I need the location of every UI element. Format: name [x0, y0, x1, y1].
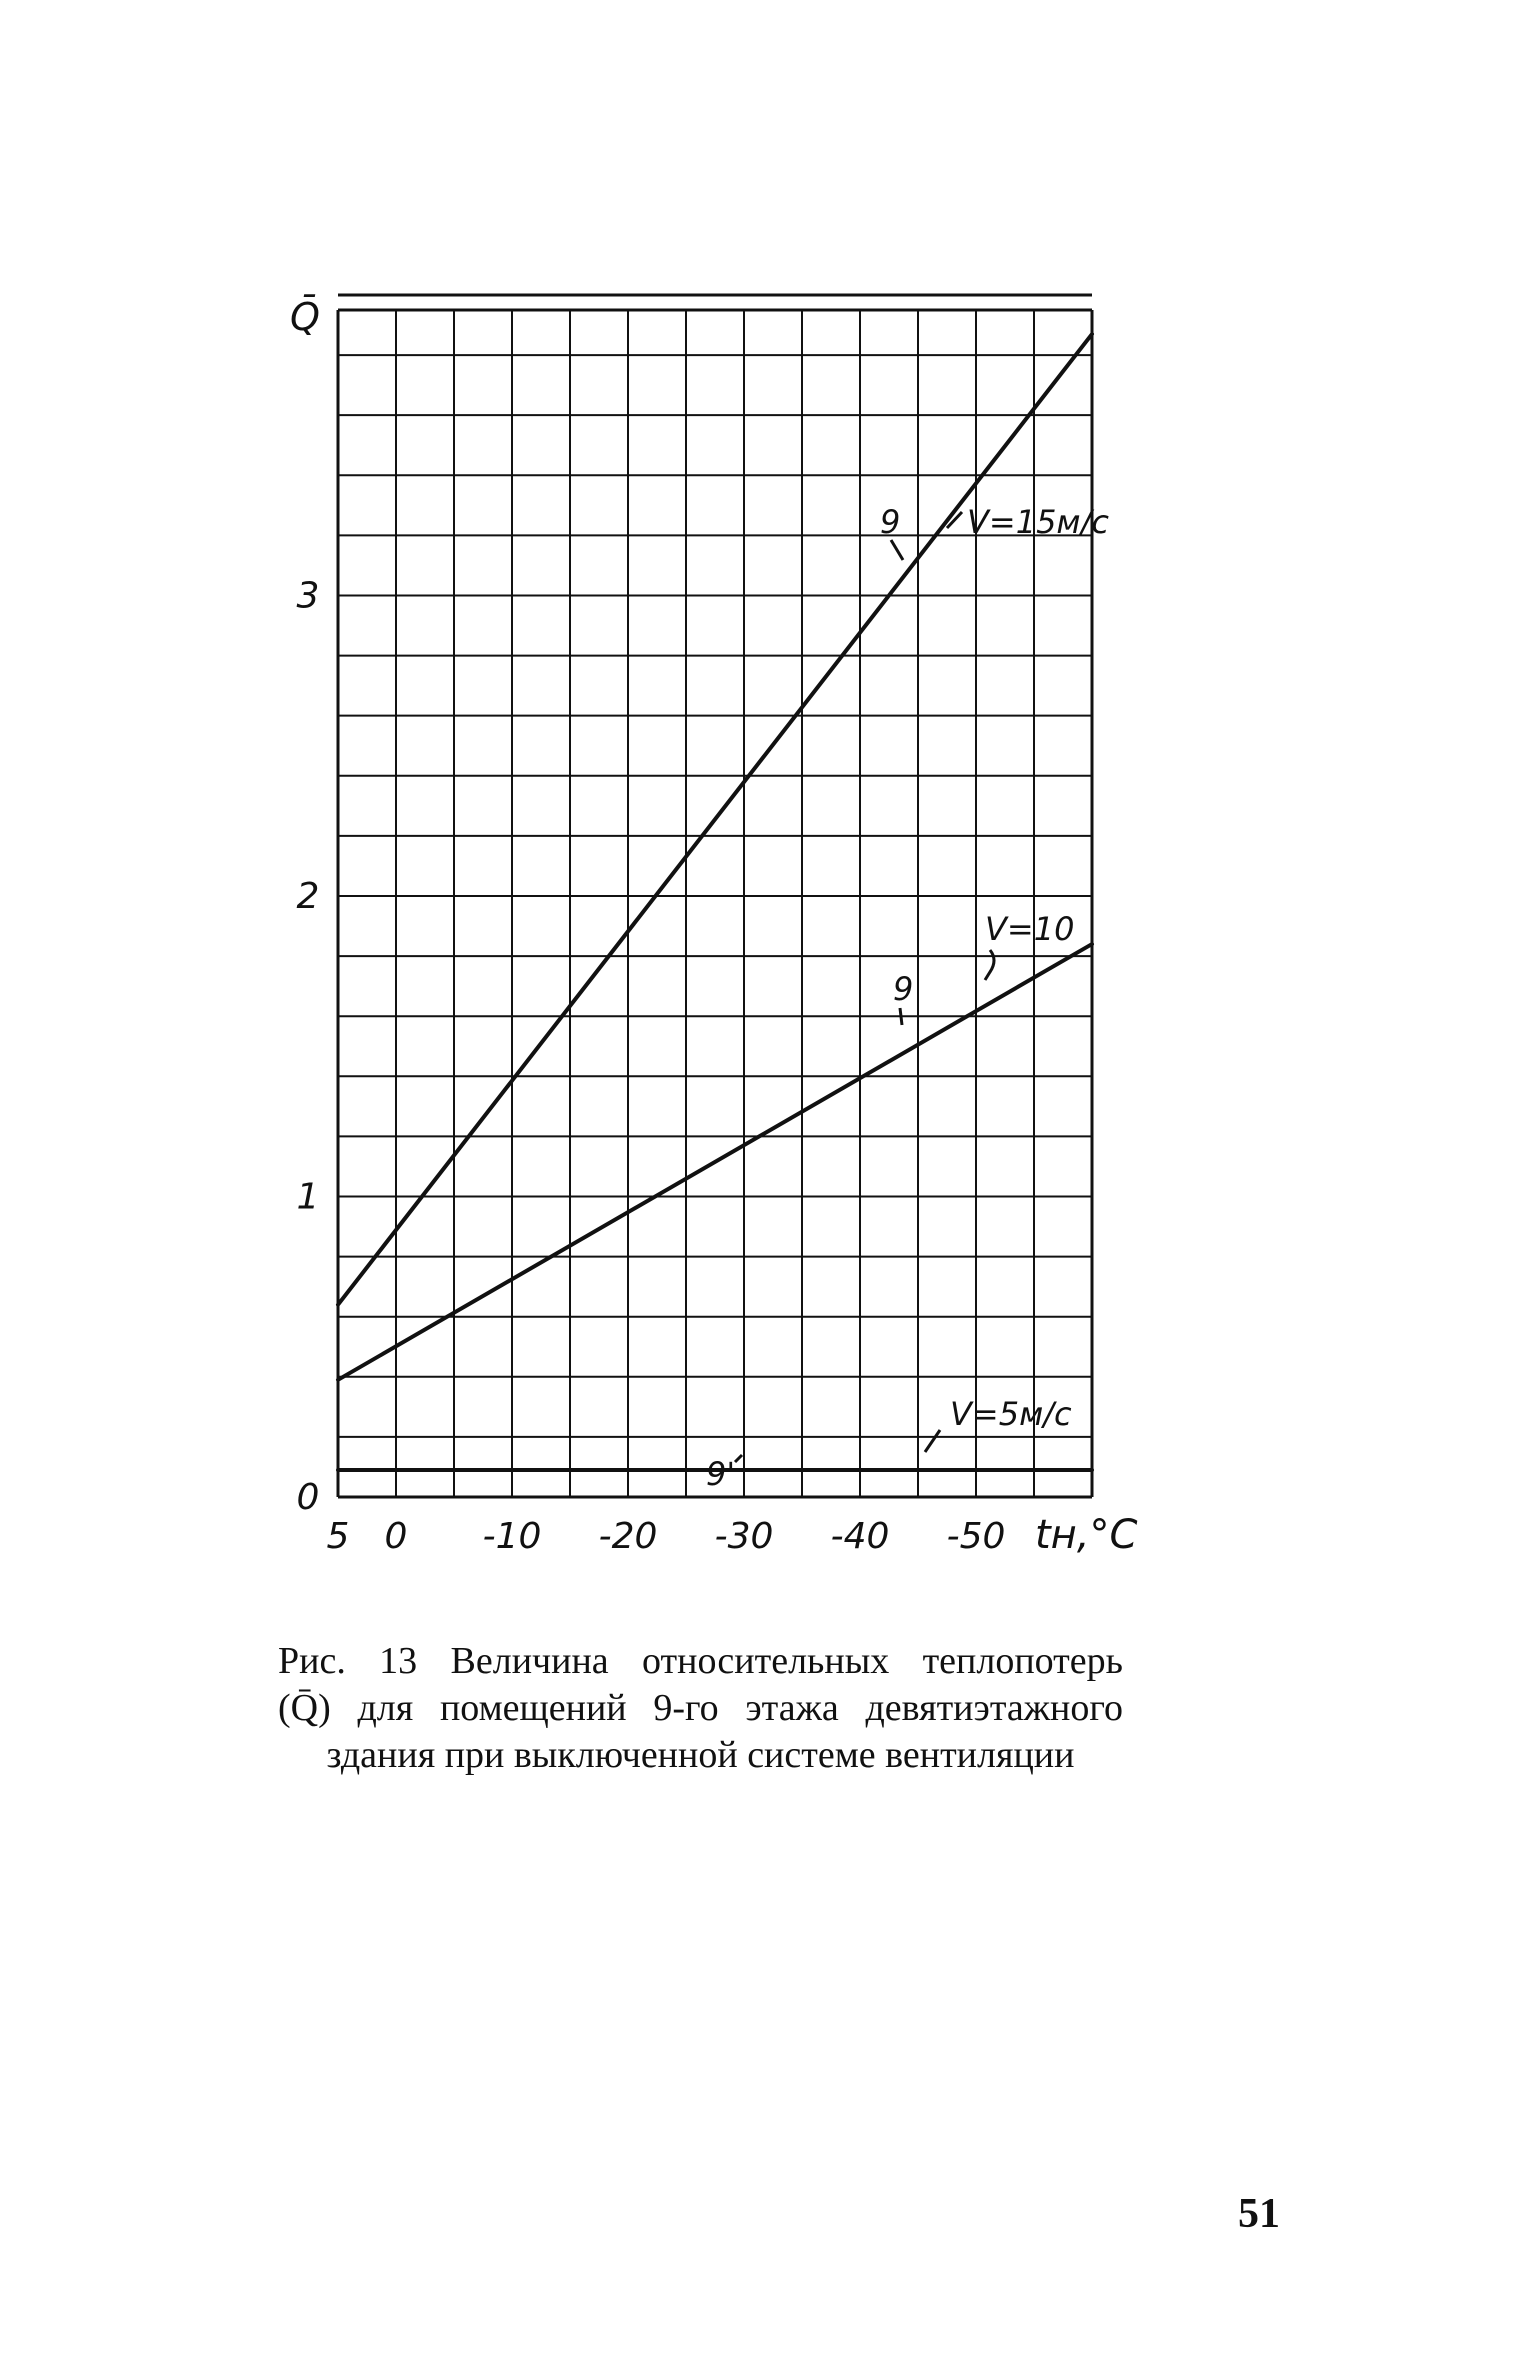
x-tick-label: -30: [714, 1516, 774, 1557]
chart-tick-labels: [297, 575, 1006, 1557]
curve-number-v15: 9: [880, 503, 901, 541]
x-tick-label: -20: [598, 1516, 658, 1557]
series-label-v10: V=10: [985, 910, 1075, 948]
leader-line-v5: [735, 1430, 940, 1462]
page-number: 51: [1238, 2191, 1280, 2237]
x-tick-label: -50: [946, 1516, 1006, 1557]
x-tick-label: -40: [830, 1516, 890, 1557]
x-tick-label: -10: [482, 1516, 542, 1557]
series-line-1: [338, 334, 1092, 1305]
x-axis-label: tн,°C: [1035, 1512, 1138, 1558]
caption-line-3: здания при выключенной системе вентиляции: [326, 1734, 1075, 1776]
caption-line-2: (Q̄) для помещений 9-го этажа девятиэтажного: [278, 1687, 1123, 1729]
caption-line-1: Рис. 13 Величина относительных теплопотерь: [278, 1640, 1123, 1682]
y-tick-label: 1: [296, 1176, 320, 1218]
y-tick-label: 0: [296, 1477, 320, 1518]
series-label-v5: V=5м/с: [950, 1395, 1072, 1433]
y-axis-label: Q̄: [290, 295, 320, 339]
y-tick-label: 3: [296, 575, 320, 617]
curve-number-v10: 9: [893, 970, 914, 1008]
x-tick-label: 0: [384, 1516, 408, 1557]
figure-caption: [278, 1638, 1123, 1779]
curve-number-v5: 9': [706, 1455, 736, 1493]
leader-line-v10: [900, 950, 994, 1025]
y-tick-label: 2: [296, 875, 320, 917]
x-tick-label: 5: [326, 1516, 350, 1557]
series-label-v15: V=15м/с: [967, 503, 1109, 541]
